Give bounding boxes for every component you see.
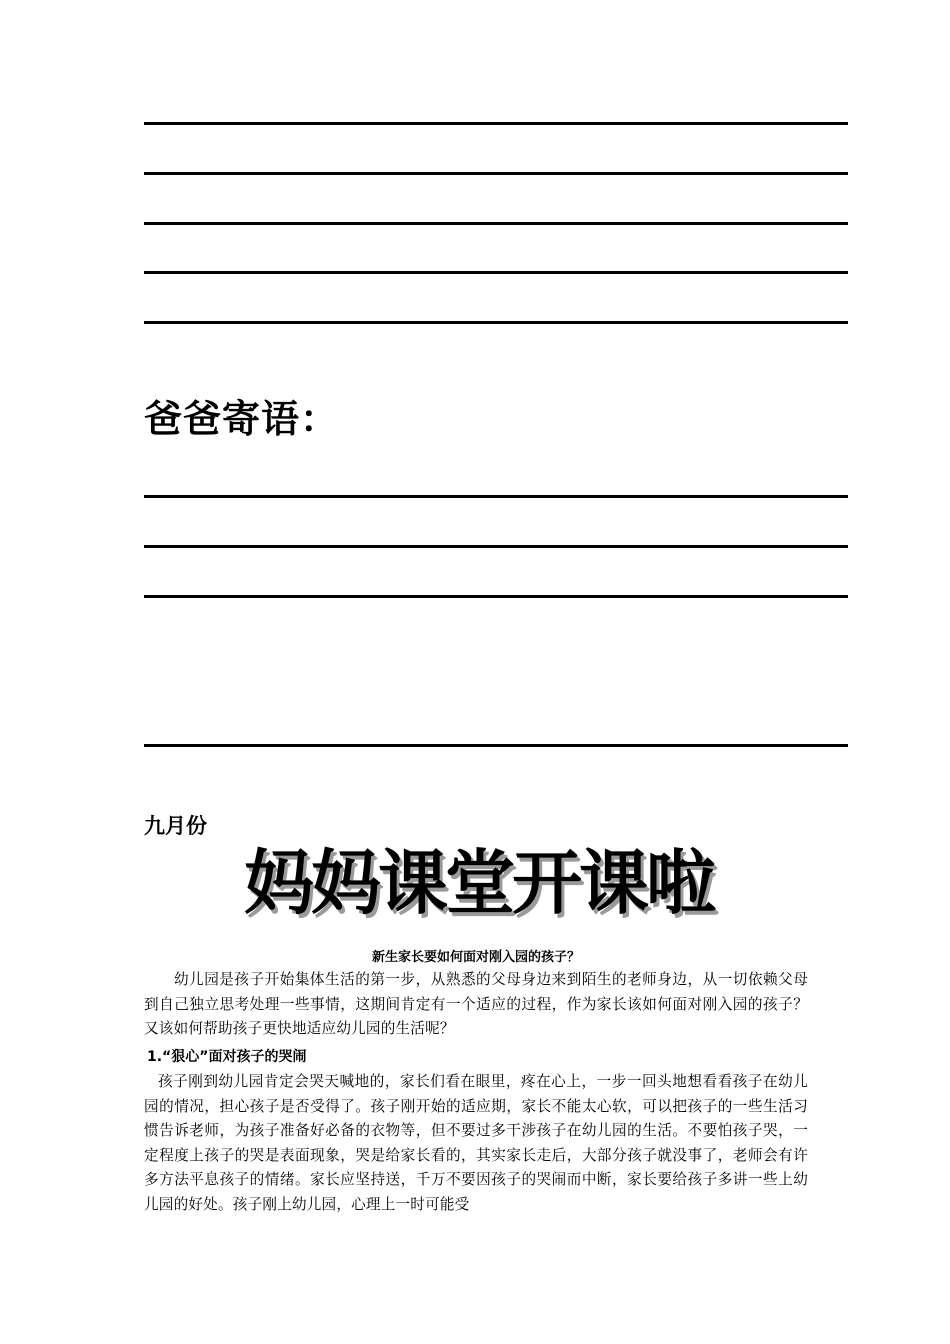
writing-line[interactable] bbox=[144, 271, 848, 274]
writing-line[interactable] bbox=[144, 495, 848, 498]
section-title: 1.“狠心”面对孩子的哭闹 bbox=[147, 1049, 307, 1065]
month-label: 九月份 bbox=[144, 814, 207, 838]
article-title: 新生家长要如何面对刚入园的孩子？ bbox=[371, 950, 580, 965]
writing-line[interactable] bbox=[144, 595, 848, 598]
section-body: 孩子刚到幼儿园肯定会哭天喊地的，家长们看在眼里，疼在心上，一步一回头地想看看孩子在幼儿园的情况，担心孩子是否受得了。孩子刚开始的适应期，家长不能太心软，可以把孩子的一些生活习惯告诉老师，为孩子准备好必备的衣物等，但不要过多干涉孩子在幼儿园的生活。不要怕孩子哭，一定程度上孩子的哭是表面现象，哭是给家长看的，其实家长走后，大部分孩子就没事了，老师会有许多方法平息孩子的情绪。家长应坚持送，千万不要因孩子的哭闹而中断，家长要给孩子多讲一些上幼儿园的好处。孩子刚上幼儿园，心理上一时可能受 bbox=[144, 1073, 808, 1213]
writing-line[interactable] bbox=[144, 222, 848, 225]
dad-message-heading: 爸爸寄语： bbox=[144, 397, 340, 441]
banner-title: 妈妈课堂开课啦 bbox=[244, 842, 713, 924]
writing-line[interactable] bbox=[144, 122, 848, 125]
writing-line[interactable] bbox=[144, 172, 848, 175]
writing-line[interactable] bbox=[144, 744, 848, 747]
writing-line[interactable] bbox=[144, 545, 848, 548]
writing-line[interactable] bbox=[144, 321, 848, 324]
article-intro: 幼儿园是孩子开始集体生活的第一步，从熟悉的父母身边来到陌生的老师身边，从一切依赖父母到自己独立思考处理一些事情，这期间肯定有一个适应的过程，作为家长该如何面对刚入园的孩子？又该如何帮助孩子更快地适应幼儿园的生活呢？ bbox=[144, 971, 808, 1037]
